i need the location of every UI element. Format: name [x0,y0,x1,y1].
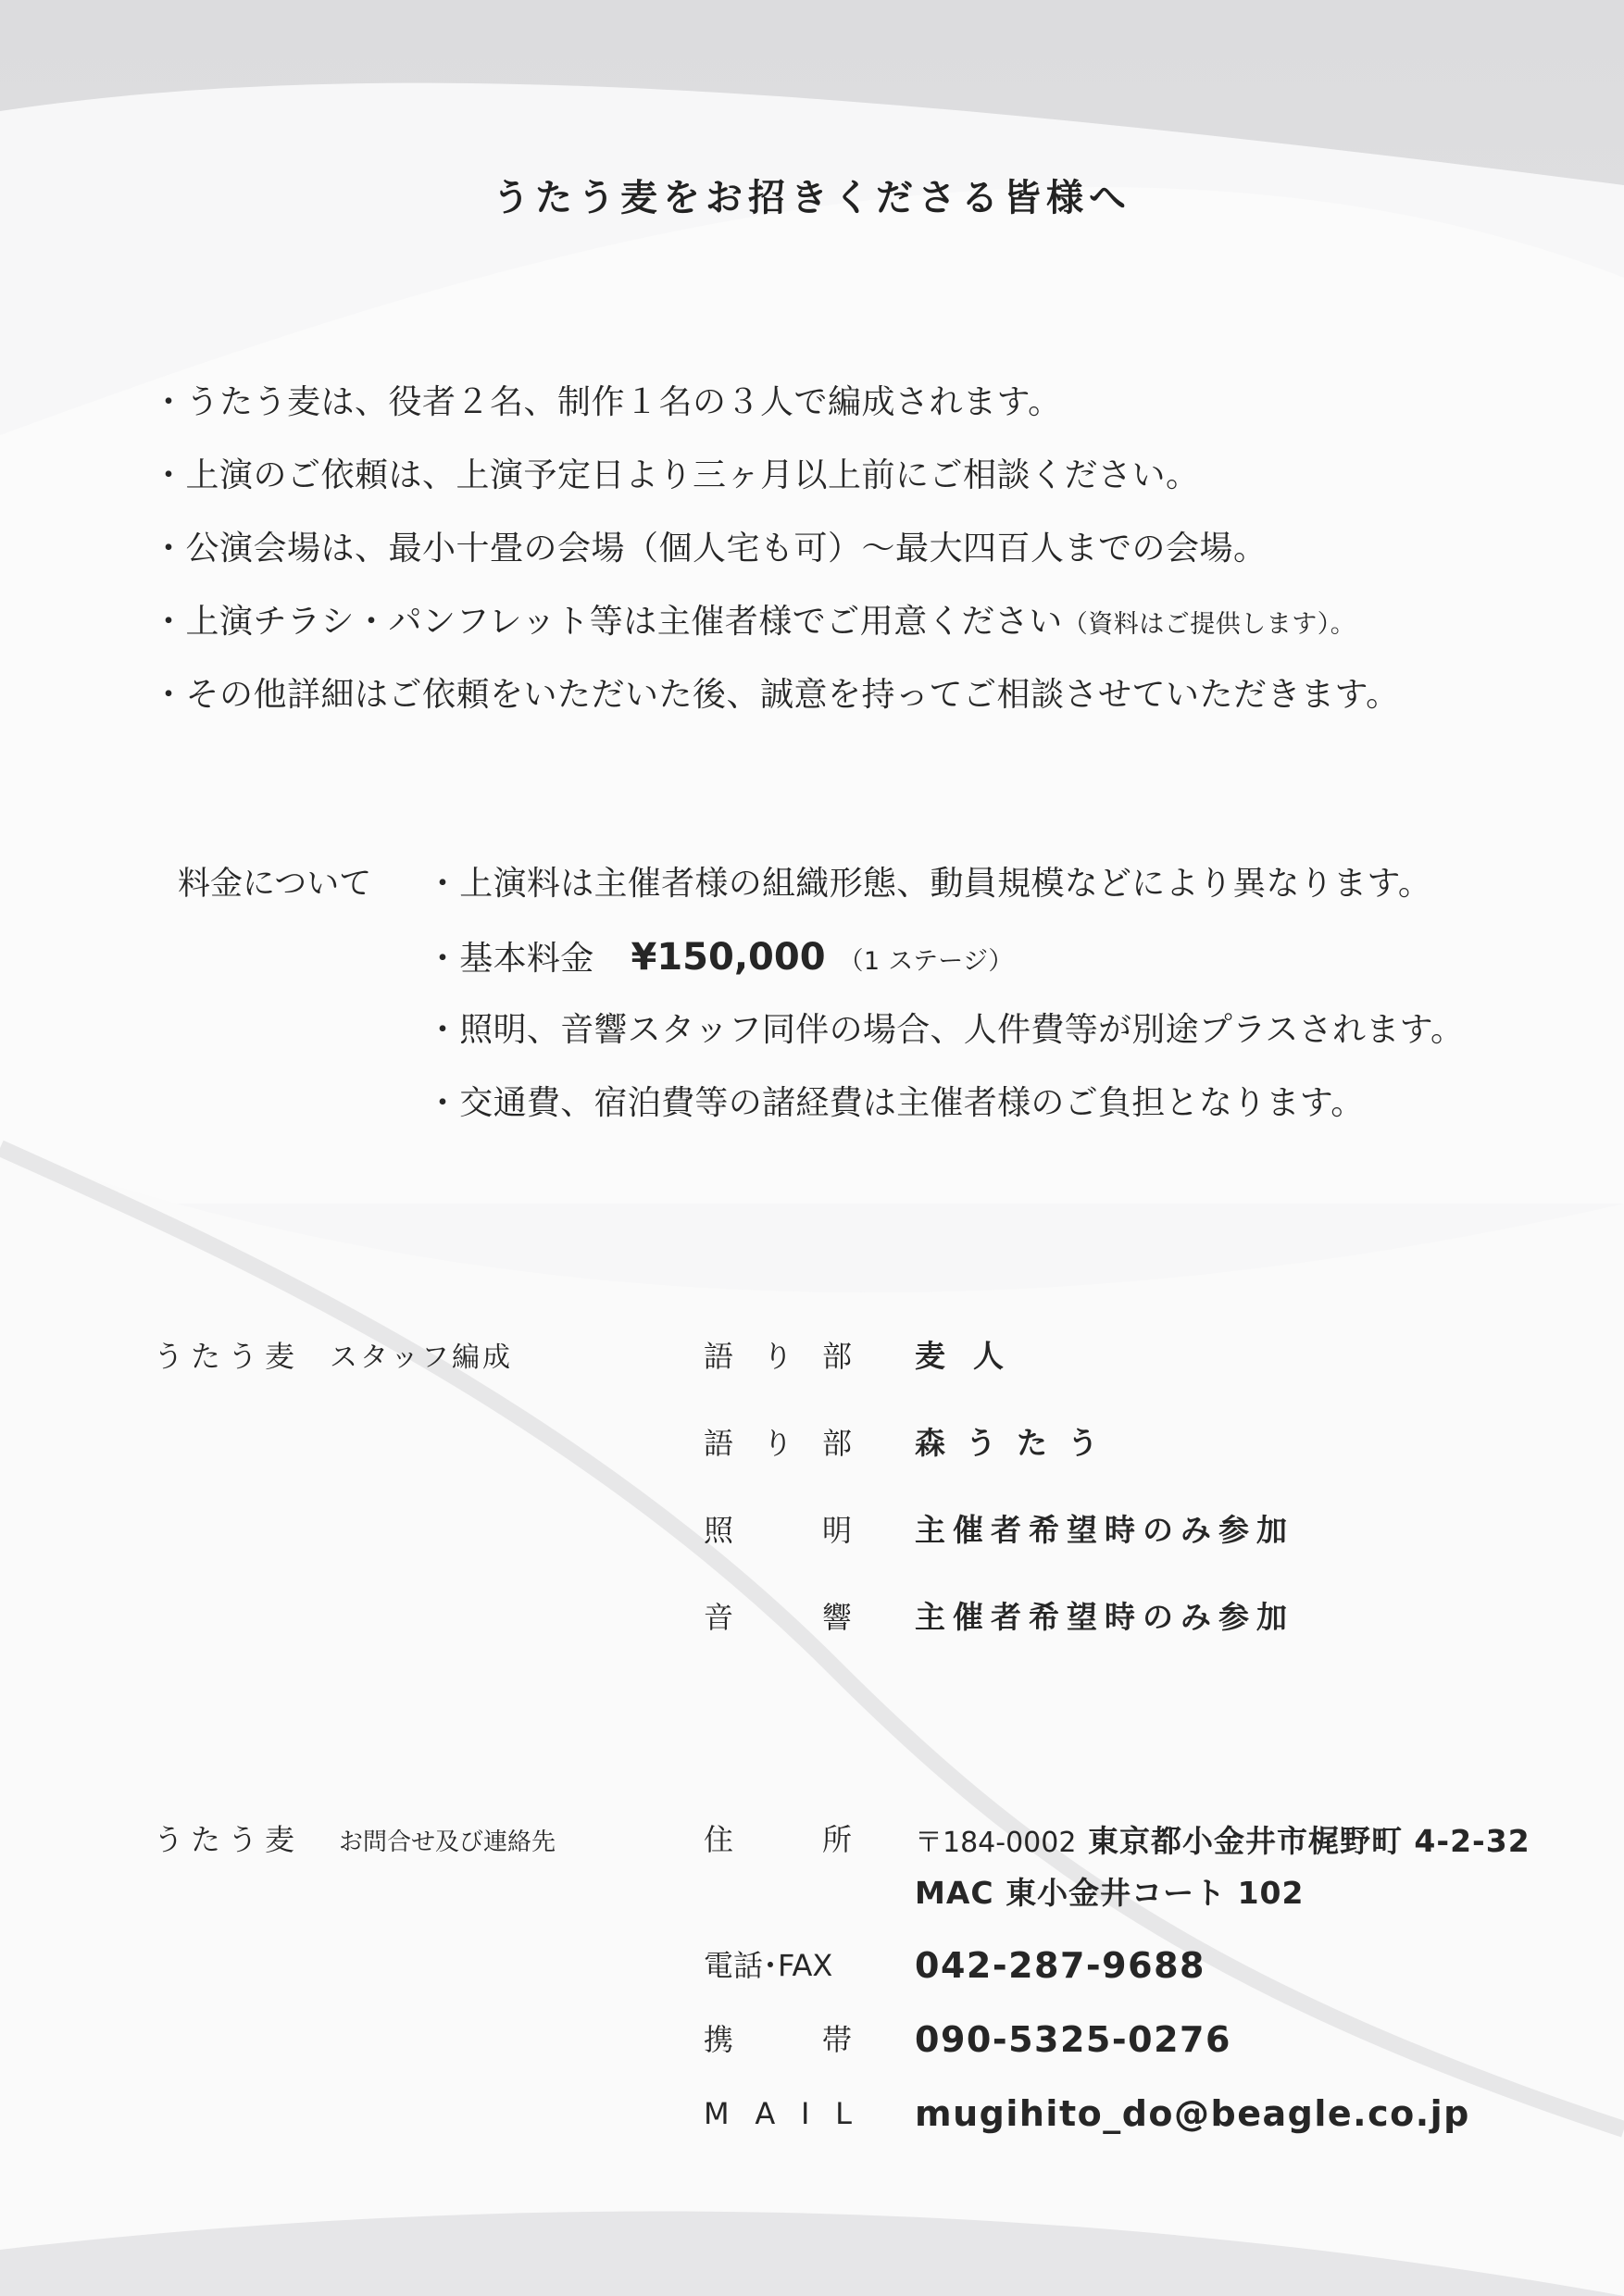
fee-item-basic: ・基本料金 ¥150,000 （1 ステージ） [426,936,1014,979]
contact-heading: うたう麦 お問合せ及び連絡先 [154,1822,556,1857]
staff-member: 主催者希望時のみ参加 [915,1512,1294,1548]
basic-price: ¥150,000 [631,936,826,979]
fee-heading: 料金について [178,866,372,903]
address-label: 住 所 [704,1822,852,1857]
staff-member: 森うたう [915,1425,1118,1461]
mail-label: M A I L [704,2096,852,2131]
intro-item: ・その他詳細はご依頼をいただいた後、誠意を持ってご相談させていただきます。 [152,676,1400,714]
fee-item: ・上演料は主催者様の組織形態、動員規模などにより異なります。 [426,865,1432,903]
postal-code: 〒184-0002 [915,1827,1077,1859]
intro-item-note: （資料はご提供します）。 [1062,610,1356,639]
staff-heading: うたう麦 スタッフ編成 [154,1339,514,1374]
mobile-value: 090-5325-0276 [915,2019,1231,2060]
fee-item: ・照明、音響スタッフ同伴の場合、人件費等が別途プラスされます。 [426,1011,1465,1049]
address-value: 〒184-0002 東京都小金井市梶野町 4-2-32 MAC 東小金井コート 102 [915,1823,1530,1911]
mail-value: mugihito_do@beagle.co.jp [915,2093,1470,2134]
page-title: うたう麦をお招きくださる皆様へ [493,177,1131,219]
intro-item: ・うたう麦は、役者２名、制作１名の３人で編成されます。 [152,383,1062,421]
phone-label: 電話･FAX [704,1948,833,1983]
fee-item: ・交通費、宿泊費等の諸経費は主催者様のご負担となります。 [426,1084,1365,1122]
fee-list [426,856,1464,1149]
phone-value: 042-287-9688 [915,1945,1206,1986]
staff-role: 照 明 [704,1513,852,1548]
staff-member: 主催者希望時のみ参加 [915,1599,1294,1635]
intro-item: ・上演のご依頼は、上演予定日より三ヶ月以上前にご相談ください。 [152,456,1200,494]
price-note: （1 ステージ） [838,947,1014,976]
mobile-label: 携 帯 [704,2022,852,2057]
intro-item: ・公演会場は、最小十畳の会場（個人宅も可）〜最大四百人までの会場。 [152,530,1268,568]
staff-role: 音 響 [704,1600,852,1635]
staff-role: 語 り 部 [704,1426,852,1461]
staff-role: 語 り 部 [704,1339,852,1374]
intro-item: ・上演チラシ・パンフレット等は主催者様でご用意ください（資料はご提供します）。 [152,603,1356,641]
staff-member: 麦人 [915,1338,1031,1374]
intro-list [152,375,1400,741]
